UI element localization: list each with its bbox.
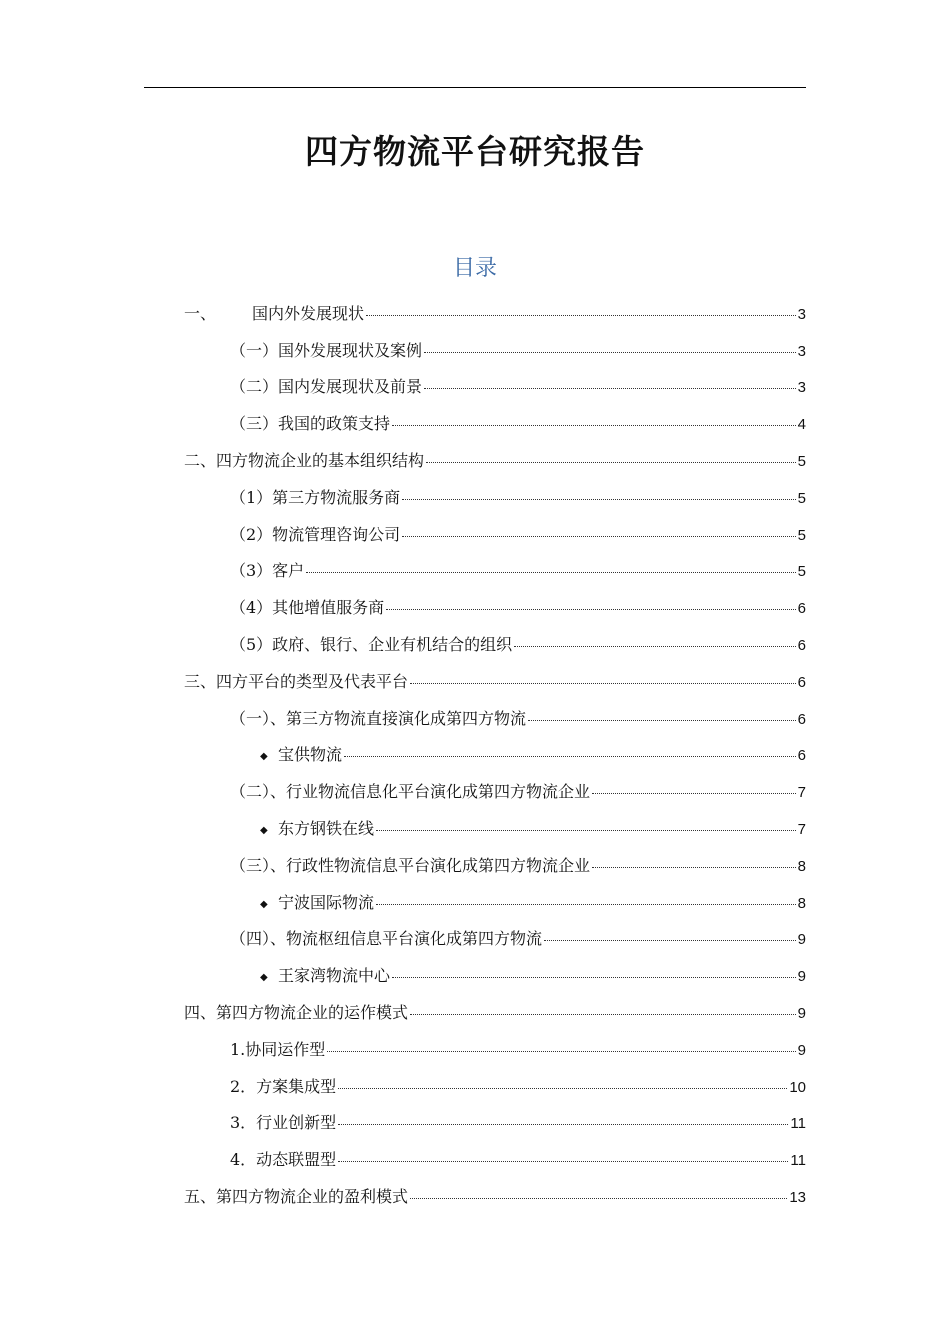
toc-dot-leader — [544, 940, 796, 941]
toc-entry-label: 五、第四方物流企业的盈利模式 — [184, 1187, 409, 1207]
toc-entry-label: （一）、第三方物流直接演化成第四方物流 — [230, 708, 527, 728]
toc-page-number: 9 — [797, 1005, 806, 1023]
toc-page-number: 5 — [797, 489, 806, 507]
toc-dot-leader — [426, 462, 796, 463]
table-of-contents — [184, 294, 806, 1214]
toc-page-number: 3 — [797, 342, 806, 360]
toc-heading: 目录 — [452, 256, 497, 281]
header-rule — [144, 87, 806, 88]
toc-entry-prefix: 一、 — [184, 303, 217, 323]
toc-entry[interactable] — [184, 478, 806, 515]
toc-page-number: 11 — [790, 1152, 806, 1170]
toc-entry-label: 二、四方物流企业的基本组织结构 — [184, 451, 425, 471]
toc-entry-label: （二）国内发展现状及前景 — [230, 377, 423, 397]
toc-dot-leader — [592, 793, 796, 794]
toc-dot-leader — [402, 499, 795, 500]
toc-page-number: 6 — [797, 673, 806, 691]
toc-dot-leader — [376, 830, 796, 831]
toc-dot-leader — [424, 388, 796, 389]
toc-dot-leader — [528, 720, 796, 721]
toc-entry[interactable] — [184, 736, 806, 773]
toc-page-number: 5 — [797, 563, 806, 581]
toc-dot-leader — [410, 1198, 787, 1199]
toc-entry[interactable] — [184, 920, 806, 957]
toc-entry-label: （一）国外发展现状及案例 — [230, 340, 423, 360]
toc-page-number: 11 — [790, 1115, 806, 1133]
toc-entry-label: （四）、物流枢纽信息平台演化成第四方物流 — [230, 929, 543, 949]
toc-entry-label: 1.协同运作型 — [230, 1039, 326, 1059]
toc-entry[interactable] — [184, 625, 806, 662]
toc-dot-leader — [402, 536, 795, 537]
toc-dot-leader — [327, 1051, 795, 1052]
toc-page-number: 7 — [797, 821, 806, 839]
toc-entry[interactable] — [184, 1067, 806, 1104]
toc-entry-label: 2．方案集成型 — [230, 1076, 337, 1096]
toc-entry[interactable] — [184, 1104, 806, 1141]
toc-entry-label: （2）物流管理咨询公司 — [230, 524, 401, 544]
toc-entry-label: 宝供物流 — [278, 745, 343, 765]
toc-entry-label: （二）、行业物流信息化平台演化成第四方物流企业 — [230, 782, 591, 802]
toc-page-number: 10 — [789, 1078, 806, 1096]
toc-page-number: 5 — [797, 526, 806, 544]
toc-entry[interactable] — [184, 699, 806, 736]
toc-dot-leader — [338, 1088, 787, 1089]
toc-entry[interactable] — [184, 368, 806, 405]
toc-page-number: 8 — [797, 857, 806, 875]
toc-page-number: 6 — [797, 600, 806, 618]
toc-entry[interactable] — [184, 294, 806, 331]
toc-entry[interactable] — [184, 1030, 806, 1067]
toc-entry[interactable] — [184, 993, 806, 1030]
toc-entry[interactable] — [184, 552, 806, 589]
toc-entry[interactable] — [184, 1177, 806, 1214]
toc-entry[interactable] — [184, 441, 806, 478]
toc-entry-label: 3．行业创新型 — [230, 1113, 337, 1133]
toc-entry-label: 四、第四方物流企业的运作模式 — [184, 1003, 409, 1023]
toc-page-number: 8 — [797, 894, 806, 912]
toc-entry[interactable] — [184, 1140, 806, 1177]
toc-page-number: 3 — [797, 305, 806, 323]
toc-dot-leader — [514, 646, 795, 647]
toc-page-number: 6 — [797, 637, 806, 655]
toc-entry[interactable] — [184, 331, 806, 368]
toc-entry-label: （三）我国的政策支持 — [230, 414, 391, 434]
toc-entry[interactable] — [184, 956, 806, 993]
toc-dot-leader — [410, 1014, 796, 1015]
toc-dot-leader — [424, 352, 796, 353]
toc-dot-leader — [306, 572, 795, 573]
toc-dot-leader — [376, 904, 796, 905]
toc-entry[interactable] — [184, 846, 806, 883]
toc-dot-leader — [386, 609, 795, 610]
diamond-bullet-icon: ◆ — [260, 751, 268, 763]
toc-entry-label: （4）其他增值服务商 — [230, 598, 385, 618]
toc-entry-label: 宁波国际物流 — [278, 892, 375, 912]
toc-entry-label: 王家湾物流中心 — [278, 966, 391, 986]
toc-dot-leader — [392, 977, 796, 978]
toc-page-number: 13 — [789, 1189, 806, 1207]
toc-dot-leader — [338, 1161, 788, 1162]
toc-entry-label: 东方钢铁在线 — [278, 819, 375, 839]
diamond-bullet-icon: ◆ — [260, 825, 268, 837]
toc-dot-leader — [410, 683, 796, 684]
toc-page-number: 9 — [797, 968, 806, 986]
toc-entry[interactable] — [184, 772, 806, 809]
toc-entry-label: （5）政府、银行、企业有机结合的组织 — [230, 635, 513, 655]
toc-page-number: 6 — [797, 710, 806, 728]
toc-page-number: 9 — [797, 931, 806, 949]
diamond-bullet-icon: ◆ — [260, 972, 268, 984]
toc-page-number: 3 — [797, 379, 806, 397]
diamond-bullet-icon: ◆ — [260, 898, 268, 910]
toc-entry-label: 三、四方平台的类型及代表平台 — [184, 671, 409, 691]
toc-entry[interactable] — [184, 515, 806, 552]
toc-dot-leader — [592, 867, 796, 868]
toc-entry[interactable] — [184, 809, 806, 846]
document-title: 四方物流平台研究报告 — [305, 132, 645, 171]
toc-entry-label: 4．动态联盟型 — [230, 1150, 337, 1170]
toc-page-number: 5 — [797, 453, 806, 471]
toc-dot-leader — [344, 756, 796, 757]
toc-entry-label: （1）第三方物流服务商 — [230, 487, 401, 507]
toc-page-number: 6 — [797, 747, 806, 765]
toc-dot-leader — [392, 425, 796, 426]
toc-page-number: 4 — [797, 416, 806, 434]
toc-dot-leader — [338, 1124, 788, 1125]
toc-entry[interactable] — [184, 404, 806, 441]
toc-dot-leader — [366, 315, 796, 316]
toc-entry[interactable] — [184, 588, 806, 625]
toc-page-number: 9 — [797, 1041, 806, 1059]
toc-entry-label: （三）、行政性物流信息平台演化成第四方物流企业 — [230, 855, 591, 875]
toc-entry[interactable] — [184, 883, 806, 920]
toc-entry-label: （3）客户 — [230, 561, 305, 581]
toc-entry-label: 国内外发展现状 — [252, 303, 365, 323]
toc-page-number: 7 — [797, 784, 806, 802]
toc-entry[interactable] — [184, 662, 806, 699]
